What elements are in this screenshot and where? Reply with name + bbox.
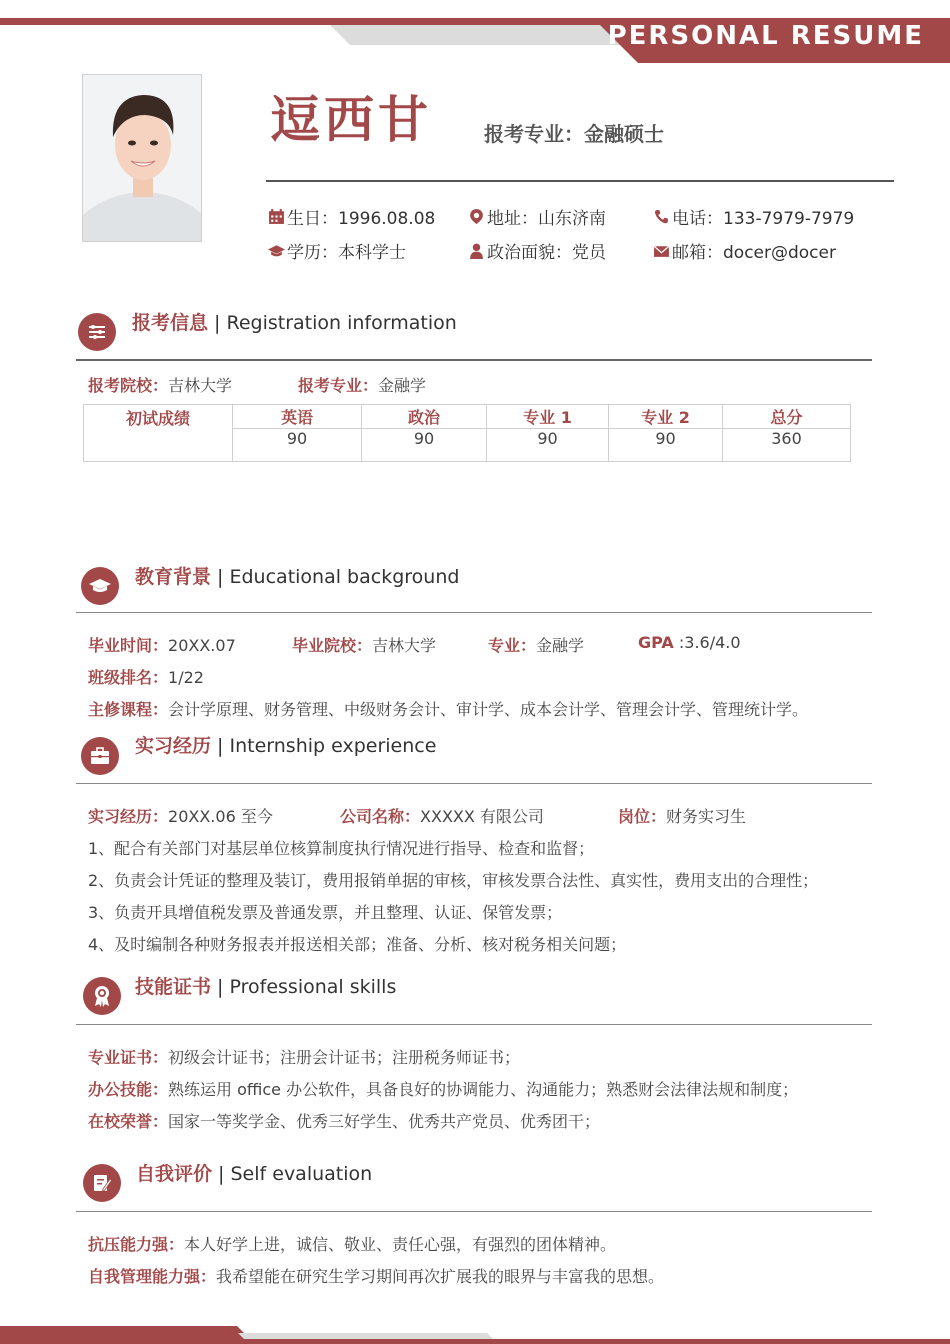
- pressure-value: 本人好学上进，诚信、敬业、责任心强，有强烈的团体精神。: [184, 1235, 617, 1254]
- courses-label: 主修课程：: [88, 700, 169, 719]
- self-eval-title-cn: 自我评价: [136, 1163, 213, 1185]
- education-section-icon: [81, 567, 119, 605]
- score-header-major1: 专业 1: [487, 405, 609, 429]
- education-info: [268, 238, 406, 263]
- intern-position: [618, 804, 746, 827]
- intern-company: [340, 804, 544, 827]
- award-badge-icon: [92, 985, 112, 1007]
- political-info: [468, 238, 606, 263]
- score-value-major2: 90: [609, 429, 723, 462]
- score-header-english: 英语: [233, 405, 362, 429]
- intern-period-label: 实习经历：: [88, 807, 169, 826]
- score-header-major2: 专业 2: [609, 405, 723, 429]
- registration-section-icon: [78, 313, 116, 351]
- eval-manage: [88, 1264, 664, 1287]
- grad-time: [88, 633, 236, 656]
- address-info: [468, 204, 606, 229]
- edu-major: [488, 633, 584, 656]
- reg-school-value: 吉林大学: [168, 376, 233, 395]
- score-header-politics: 政治: [362, 405, 487, 429]
- edit-note-icon: [92, 1173, 112, 1193]
- skills-title-cn: 技能证书: [135, 976, 212, 998]
- self-eval-section-icon: [83, 1164, 121, 1202]
- skills-divider: [76, 1024, 872, 1025]
- skills-certificates: [88, 1045, 520, 1068]
- score-row-label: 初试成绩: [84, 405, 233, 462]
- internship-divider: [76, 783, 872, 784]
- email-text: 邮箱：docer@docer: [672, 243, 836, 263]
- intern-period-value: 20XX.06 至今: [168, 807, 273, 826]
- skills-section-icon: [83, 977, 121, 1015]
- rank-label: 班级排名：: [88, 668, 169, 687]
- edu-major-label: 专业：: [488, 636, 537, 655]
- cert-label: 专业证书：: [88, 1048, 169, 1067]
- intern-company-label: 公司名称：: [340, 807, 421, 826]
- score-table-header-row: [84, 405, 851, 429]
- banner-title: PERSONAL RESUME: [607, 21, 924, 51]
- graduation-cap-icon: [268, 242, 285, 259]
- courses-value: 会计学原理、财务管理、中级财务会计、审计学、成本会计学、管理会计学、管理统计学。: [168, 700, 809, 719]
- skills-office: [88, 1077, 798, 1100]
- intern-duty-1: 1、配合有关部门对基层单位核算制度执行情况进行指导、检查和监督；: [88, 839, 595, 858]
- location-pin-icon: [468, 208, 485, 225]
- address-text: 地址：山东济南: [487, 209, 606, 229]
- profile-photo: [82, 74, 202, 242]
- score-value-english: 90: [233, 429, 362, 462]
- self-eval-divider: [76, 1211, 872, 1212]
- score-value-total: 360: [723, 429, 851, 462]
- intern-duty-3: 3、负责开具增值税发票及普通发票，并且整理、认证、保管发票；: [88, 903, 563, 922]
- score-value-politics: 90: [362, 429, 487, 462]
- bottom-accent-line: [0, 1339, 950, 1344]
- internship-title-en: | Internship experience: [211, 735, 437, 757]
- education-divider: [76, 612, 872, 613]
- registration-section-title: [132, 308, 457, 335]
- manage-value: 我希望能在研究生学习期间再次扩展我的眼界与丰富我的思想。: [216, 1267, 665, 1286]
- registration-school: [88, 373, 232, 396]
- office-value: 熟练运用 office 办公软件，具备良好的协调能力、沟通能力；熟悉财会法律法规和制度；: [168, 1080, 799, 1099]
- honor-value: 国家一等奖学金、优秀三好学生、优秀共产党员、优秀团干；: [168, 1112, 601, 1131]
- score-value-major1: 90: [487, 429, 609, 462]
- class-rank: [88, 665, 204, 688]
- major-courses: [88, 697, 808, 720]
- graduation-cap-icon: [89, 576, 111, 596]
- grad-school-label: 毕业院校：: [292, 636, 373, 655]
- grad-school: [292, 633, 436, 656]
- reg-school-label: 报考院校：: [88, 376, 169, 395]
- internship-title-cn: 实习经历: [135, 735, 212, 757]
- honor-label: 在校荣誉：: [88, 1112, 169, 1131]
- reg-major-value: 金融学: [378, 376, 427, 395]
- skills-section-title: [135, 972, 396, 999]
- rank-value: 1/22: [168, 668, 204, 687]
- education-title-en: | Educational background: [211, 566, 460, 588]
- cert-value: 初级会计证书；注册会计证书；注册税务师证书；: [168, 1048, 521, 1067]
- target-major-value: 金融硕士: [584, 122, 664, 146]
- registration-title-cn: 报考信息: [132, 312, 209, 334]
- edu-gpa: [638, 633, 741, 652]
- pressure-label: 抗压能力强：: [88, 1235, 185, 1254]
- envelope-icon: [653, 242, 670, 259]
- grad-time-value: 20XX.07: [168, 636, 236, 655]
- header-divider: [266, 180, 894, 182]
- phone-icon: [653, 208, 670, 225]
- birthday-text: 生日：1996.08.08: [287, 209, 436, 229]
- skills-title-en: | Professional skills: [211, 976, 397, 998]
- intern-position-label: 岗位：: [618, 807, 667, 826]
- intern-company-value: XXXXX 有限公司: [420, 807, 544, 826]
- edu-major-value: 金融学: [536, 636, 585, 655]
- email-info: [653, 238, 836, 263]
- candidate-name: 逗西甘: [270, 91, 432, 149]
- intern-duty-2: 2、负责会计凭证的整理及装订，费用报销单据的审核，审核发票合法性、真实性，费用支出的合理性；: [88, 871, 819, 890]
- self-eval-title-en: | Self evaluation: [212, 1163, 373, 1185]
- reg-major-label: 报考专业：: [298, 376, 379, 395]
- education-section-title: [135, 562, 459, 589]
- gpa-value: :3.6/4.0: [673, 633, 741, 652]
- sliders-icon: [87, 322, 107, 342]
- target-major-label: 报考专业：: [484, 122, 584, 146]
- eval-pressure: [88, 1232, 616, 1255]
- self-eval-section-title: [136, 1159, 372, 1186]
- score-table: [83, 404, 851, 462]
- intern-period: [88, 804, 273, 827]
- grad-school-value: 吉林大学: [372, 636, 437, 655]
- education-text: 学历：本科学士: [287, 243, 406, 263]
- education-title-cn: 教育背景: [135, 566, 212, 588]
- internship-section-title: [135, 731, 436, 758]
- phone-text: 电话：133-7979-7979: [672, 209, 855, 229]
- intern-duty-4: 4、及时编制各种财务报表并报送相关部；准备、分析、核对税务相关问题；: [88, 935, 627, 954]
- gpa-label: GPA: [638, 633, 674, 652]
- skills-honors: [88, 1109, 600, 1132]
- office-label: 办公技能：: [88, 1080, 169, 1099]
- grad-time-label: 毕业时间：: [88, 636, 169, 655]
- target-major: [484, 118, 664, 147]
- manage-label: 自我管理能力强：: [88, 1267, 217, 1286]
- person-icon: [468, 242, 485, 259]
- political-text: 政治面貌：党员: [487, 243, 606, 263]
- internship-section-icon: [81, 737, 119, 775]
- calendar-icon: [268, 208, 285, 225]
- score-header-total: 总分: [723, 405, 851, 429]
- briefcase-icon: [90, 747, 110, 765]
- registration-title-en: | Registration information: [208, 312, 457, 334]
- registration-major: [298, 373, 426, 396]
- registration-divider: [76, 359, 872, 361]
- intern-position-value: 财务实习生: [666, 807, 747, 826]
- birthday-info: [268, 204, 435, 229]
- phone-info: [653, 204, 854, 229]
